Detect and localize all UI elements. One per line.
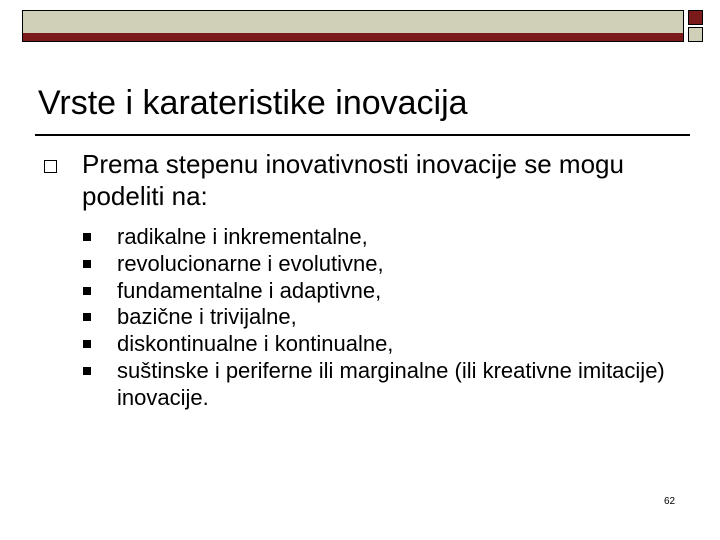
sub-point-list bbox=[80, 224, 680, 412]
header-decoration-square-dark bbox=[688, 10, 703, 25]
filled-square-bullet-icon bbox=[83, 287, 91, 295]
sub-point-text: revolucionarne i evolutivne, bbox=[117, 250, 384, 276]
filled-square-bullet-icon bbox=[83, 260, 91, 268]
filled-square-bullet-icon bbox=[83, 313, 91, 321]
sub-point-text: diskontinualne i kontinualne, bbox=[117, 331, 394, 357]
title-divider bbox=[35, 134, 690, 136]
header-decoration-stripe bbox=[23, 33, 683, 41]
sub-point-text: radikalne i inkrementalne, bbox=[117, 224, 368, 249]
filled-square-bullet-icon bbox=[83, 340, 91, 348]
sub-point-item bbox=[80, 251, 680, 278]
sub-point-text: bazične i trivijalne, bbox=[117, 304, 297, 330]
sub-point-item bbox=[80, 358, 680, 412]
main-point-text: Prema stepenu inovativnosti inovacije se mogu podeliti na: bbox=[82, 149, 624, 211]
header-decoration-bar bbox=[22, 10, 684, 42]
filled-square-bullet-icon bbox=[83, 233, 91, 241]
sub-point-item bbox=[80, 304, 680, 331]
slide-title: Vrste i karateristike inovacija bbox=[38, 84, 468, 122]
sub-point-item bbox=[80, 278, 680, 305]
sub-point-text: fundamentalne i adaptivne, bbox=[117, 277, 382, 303]
sub-point-item bbox=[80, 224, 680, 251]
filled-square-bullet-icon bbox=[83, 367, 91, 375]
sub-point-text: suštinske i periferne ili marginalne (ili kreativne imitacije) inovacije. bbox=[117, 357, 665, 410]
sub-point-item bbox=[80, 331, 680, 358]
header-decoration-square-light bbox=[688, 27, 703, 42]
hollow-square-bullet-icon bbox=[44, 160, 57, 173]
page-number: 62 bbox=[664, 496, 676, 507]
